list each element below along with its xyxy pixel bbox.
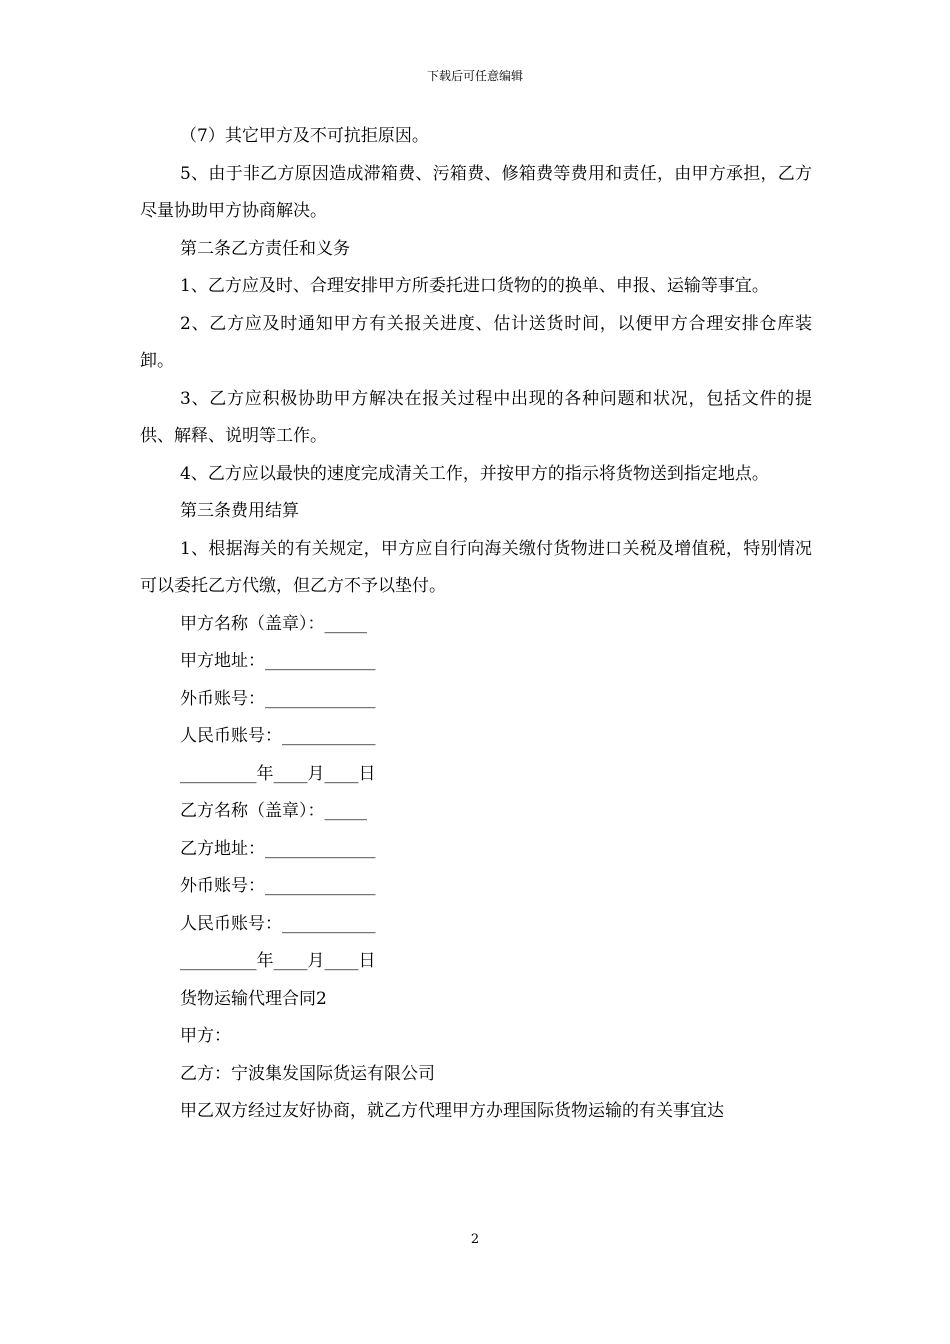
contract-2-party-b: 乙方：宁波集发国际货运有限公司 bbox=[180, 1063, 435, 1084]
party-b-date-field: _________年____月____日 bbox=[180, 951, 376, 971]
clause-7-other-reasons: （7）其它甲方及不可抗拒原因。 bbox=[180, 126, 429, 146]
party-b-rmb-account-field: 人民币账号：___________ bbox=[180, 913, 376, 934]
party-b-name-field: 乙方名称（盖章）：_____ bbox=[180, 801, 367, 821]
article-2-item-1: 1、乙方应及时、合理安排甲方所委托进口货物的的换单、申报、运输等事宜。 bbox=[180, 276, 769, 296]
party-a-rmb-account-field: 人民币账号：___________ bbox=[180, 726, 376, 746]
party-a-address-field: 甲方地址：_____________ bbox=[180, 651, 376, 671]
party-b-address-field: 乙方地址：_____________ bbox=[180, 838, 376, 859]
article-2-item-4: 4、乙方应以最快的速度完成清关工作，并按甲方的指示将货物送到指定地点。 bbox=[180, 463, 769, 484]
article-3-item-1: 1、根据海关的有关规定，甲方应自行向海关缴付货物进口关税及增值税，特别情况可以委托乙方代缴，但乙方不予以垫付。 bbox=[140, 538, 812, 596]
article-2-heading: 第二条乙方责任和义务 bbox=[180, 238, 350, 259]
page-number: 2 bbox=[470, 1232, 480, 1247]
contract-2-title: 货物运输代理合同2 bbox=[180, 988, 327, 1009]
page-header: 下载后可任意编辑 bbox=[426, 69, 523, 83]
party-a-name-field: 甲方名称（盖章）：_____ bbox=[180, 613, 367, 634]
article-2-item-2: 2、乙方应及时通知甲方有关报关进度、估计送货时间，以便甲方合理安排仓库装卸。 bbox=[140, 313, 812, 371]
document-body bbox=[140, 118, 812, 1131]
contract-2-party-a: 甲方： bbox=[180, 1026, 231, 1046]
party-a-foreign-account-field: 外币账号：_____________ bbox=[180, 688, 376, 709]
party-a-date-field: _________年____月____日 bbox=[180, 763, 376, 784]
clause-5-fees: 5、由于非乙方原因造成滞箱费、污箱费、修箱费等费用和责任，由甲方承担，乙方尽量协助甲方协商解决。 bbox=[140, 163, 812, 221]
party-b-foreign-account-field: 外币账号：_____________ bbox=[180, 876, 376, 896]
article-2-item-3: 3、乙方应积极协助甲方解决在报关过程中出现的各种问题和状况，包括文件的提供、解释、说明等工作。 bbox=[140, 388, 812, 446]
contract-2-preamble: 甲乙双方经过友好协商，就乙方代理甲方办理国际货物运输的有关事宜达 bbox=[180, 1101, 724, 1121]
article-3-heading: 第三条费用结算 bbox=[180, 501, 299, 521]
